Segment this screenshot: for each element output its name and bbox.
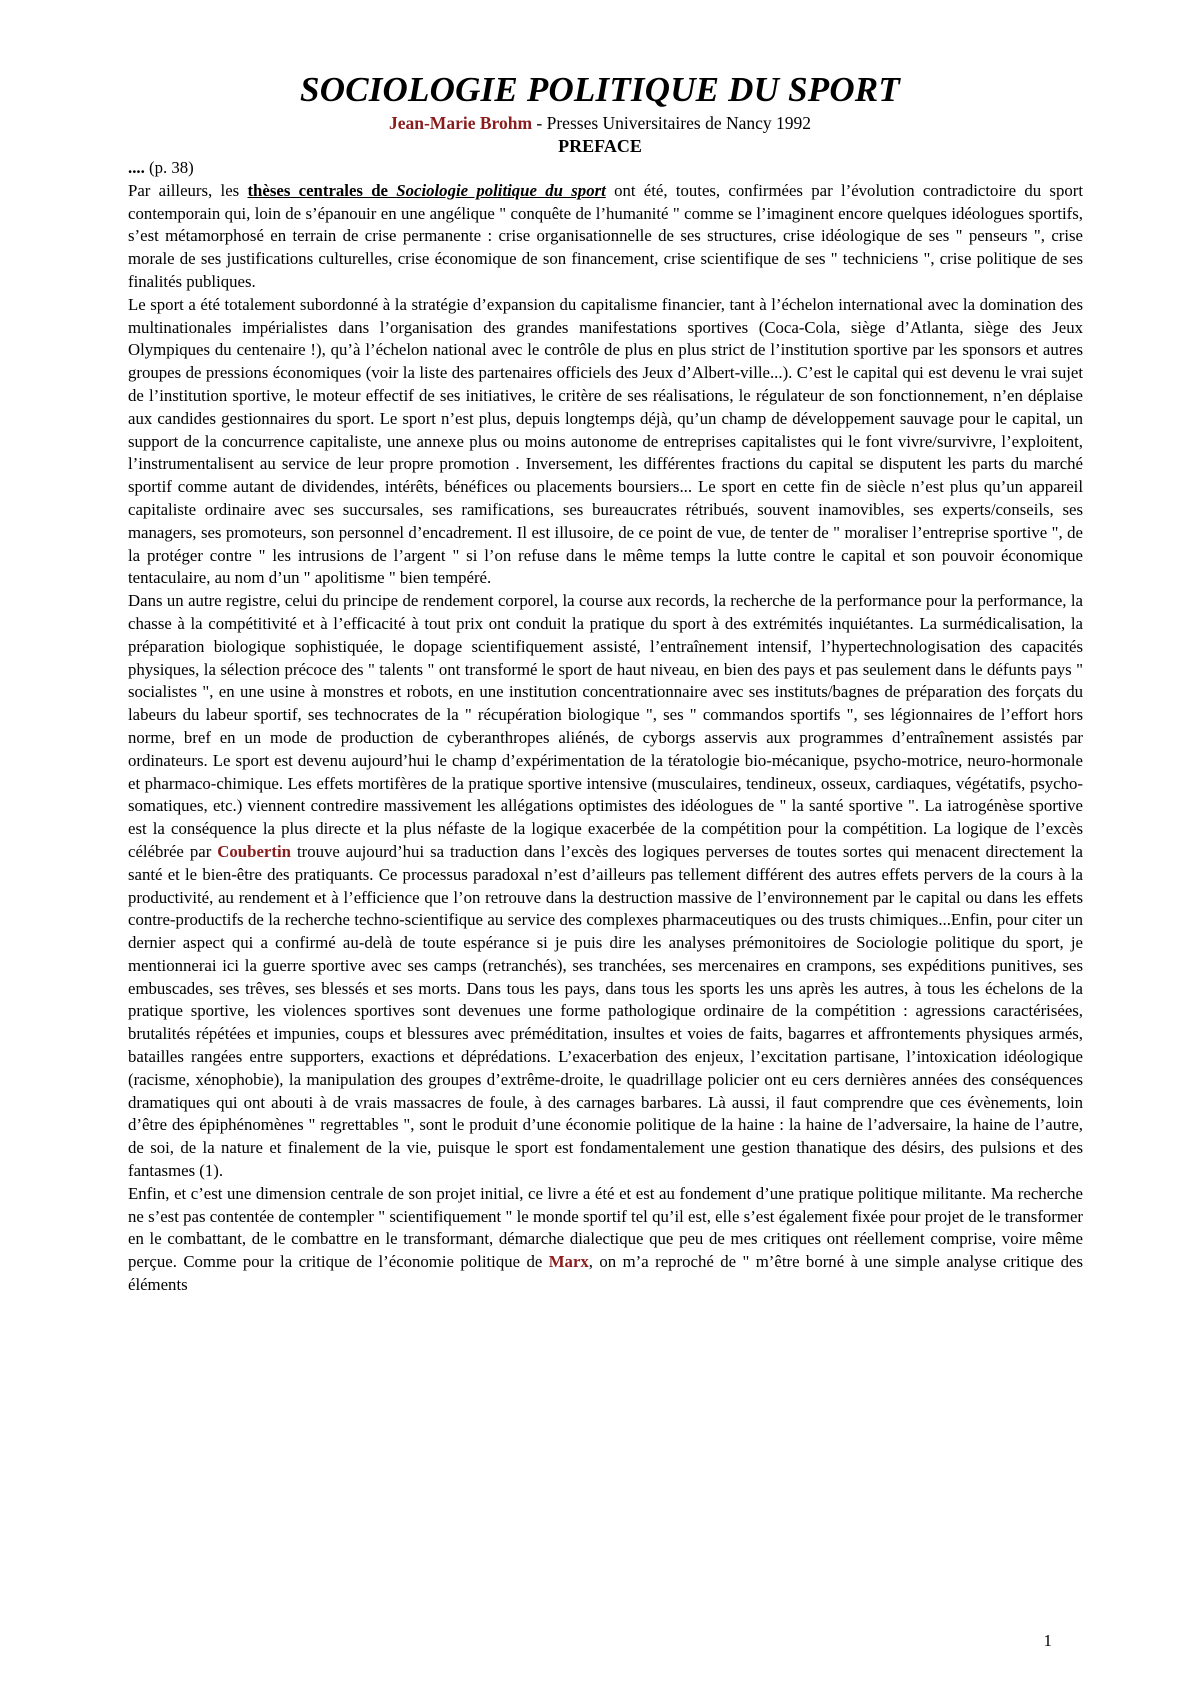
paragraph-4 <box>128 1183 1083 1297</box>
emphasis-theses-text: thèses centrales de <box>247 180 397 200</box>
paragraph-4-text-a: Enfin, et c’est une dimension centrale de son projet initial, ce livre a été et est au fondement d’une pratique politique militante. Ma recherche ne s’est pas contentée de contempler " scientifiquement " le monde sportif tel qu’il est, elle s’est également fixée pour projet de le transformer en le combattant, de le combattre en le transformant, démarche dialectique que peu de mes critiques ont réellement comprise, voire même perçue. Comme pour la critique de l’économie politique de <box>128 1183 1083 1272</box>
page-reference <box>128 157 1083 180</box>
paragraph-3-text-b: trouve aujourd’hui sa traduction dans l’excès des logiques perverses de toutes sortes qui menacent directement la santé et le bien-être des pratiquants. Ce processus paradoxal n’est d’ailleurs pas tellement différent des autres effets pervers de la cours à la productivité, au rendement et à l’efficience que l’on retrouve dans la destruction massive de l’environnement par le capital ou dans les effets contre-productifs de la recherche techno-scientifique au service des complexes pharmaceutiques ou des trusts chimiques...Enfin, pour citer un dernier aspect qui a confirmé au-delà de toute espérance si je puis dire les analyses prémonitoires de Sociologie politique du sport, je mentionnerai ici la guerre sportive avec ses camps (retranchés), ses tranchées, ses mercenaires en crampons, ses expéditions punitives, ses embuscades, ses trêves, ses blessés et ses morts. Dans tous les pays, dans tous les sports les uns après les autres, à tous les échelons de la pratique sportive, les violences sportives sont devenues une forme pathologique ordinaire de la compétition : agressions caractérisées, brutalités répétées et impunies, coups et blessures avec préméditation, insultes et voies de faits, bagarres et affrontements physiques armés, batailles rangées entre supporters, exactions et déprédations. L’exacerbation des enjeux, l’excitation partisane, l’intoxication idéologique (racisme, xénophobie), la manipulation des groupes d’extrême-droite, le quadrillage policier ont eu cers dernières années des conséquences dramatiques qui ont abouti à de vrais massacres de foule, à des carnages barbares. Là aussi, il faut comprendre que ces évènements, loin d’être des épiphénomènes " regrettables ", sont le produit d’une économie politique de la haine : la haine de l’adversaire, la haine de l’autre, de soi, de la nature et finalement de la vie, puisque le sport est fondamentalement une gestion thanatique des désirs, des pulsions et des fantasmes (1). <box>128 841 1083 1181</box>
page-reference-text: (p. 38) <box>144 158 194 177</box>
paragraph-1 <box>128 180 1083 294</box>
page-reference-dots: .... <box>128 158 145 177</box>
paragraph-2: Le sport a été totalement subordonné à la stratégie d’expansion du capitalisme financier, tant à l’échelon international avec la domination des multinationales impérialistes dans l’organisation des grandes manifestations sportives (Coca-Cola, siège d’Atlanta, siège des Jeux Olympiques du centenaire !), qu’à l’échelon national avec le contrôle de plus en plus strict de l’institution sportive par les sponsors et autres groupes de pressions économiques (voir la liste des partenaires officiels des Jeux d’Albert-ville...). C’est le capital qui est devenu le vrai sujet de l’institution sportive, le moteur effectif de ses initiatives, le critère de ses réalisations, le régulateur de son fonctionnement, n’en déplaise aux candides gestionnaires du sport. Le sport n’est plus, depuis longtemps déjà, qu’un champ de développement sauvage pour le capital, un support de la concurrence capitaliste, une annexe plus ou moins autonome de entreprises capitalistes qui le font vivre/survivre, l’exploitent, l’instrumentalisent au service de leur propre promotion . Inversement, les différentes fractions du capital se disputent les parts du marché sportif comme autant de dividendes, intérêts, bénéfices ou placements boursiers... Le sport en cette fin de siècle n’est plus qu’un appareil capitaliste ordinaire avec ses succursales, ses ramifications, ses bureaucrates rétribués, souvent inamovibles, ses experts/conseils, ses managers, ses promoteurs, son personnel d’encadrement. Il est illusoire, de ce point de vue, de tenter de " moraliser l’entreprise sportive ", de la protéger contre " les intrusions de l’argent " si l’on refuse dans le même temps la lutte contre le capital et son pouvoir économique tentaculaire, au nom d’un " apolitisme " bien tempéré. <box>128 294 1083 588</box>
section-title: PREFACE <box>558 136 642 156</box>
name-marx: Marx <box>548 1252 589 1272</box>
publisher-line: - Presses Universitaires de Nancy 1992 <box>532 113 812 133</box>
book-title-italic: Sociologie politique du sport <box>396 180 606 200</box>
page-number: 1 <box>1043 1631 1052 1650</box>
paragraph-3 <box>128 590 1083 1183</box>
paragraph-3-text-a: Dans un autre registre, celui du principe de rendement corporel, la course aux records, la recherche de la performance pour la performance, la chasse à la compétitivité et à l’efficacité à tout prix ont conduit la pratique du sport à des extrémités inquiétantes. La surmédicalisation, la préparation biologique sophistiquée, le dopage scientifiquement assisté, l’entraînement intensif, l’hypertechnologisation des capacités physiques, la sélection précoce des " talents " ont transformé le sport de haut niveau, en bien des pays et pas seulement dans le défunts pays " socialistes ", en une usine à monstres et robots, en une institution concentrationnaire avec ses instituts/bagnes de préparation des forçats du labeurs du labeur sportif, ses technocrates de la " récupération biologique ", ses " commandos sportifs ", ses légionnaires de l’effort hors norme, bref en un mode de production de cyberanthropes aliénés, de cyborgs asservis aux programmes d’entraînement assistés par ordinateurs. Le sport est devenu aujourd’hui le champ d’expérimentation de la tératologie bio-mécanique, psycho-motrice, neuro-hormonale et pharmaco-chimique. Les effets mortifères de la pratique sportive intensive (musculaires, tendineux, osseux, cardiaques, végétatifs, psycho-somatiques, etc.) viennent contredire massivement les allégations optimistes des idéologues de " la santé sportive ". La iatrogénèse sportive est la conséquence la plus directe et la plus néfaste de la logique exacerbée de la compétition pour la compétition. La logique de l’excès célébrée par <box>128 591 1083 861</box>
emphasis-theses <box>247 181 605 200</box>
paragraph-4-text-b: , on m’a reproché de " m’être borné à une simple analyse critique des éléments <box>128 1252 1083 1295</box>
author-name: Jean-Marie Brohm <box>388 113 533 133</box>
paragraph-1-text-b: ont été, toutes, confirmées par l’évolution contradictoire du sport contemporain qui, loin de s’épanouir en une angélique " conquête de l’humanité " comme se l’imaginent encore quelques idéologues sportifs, s’est métamorphosé en terrain de crise permanente : crise organisationnelle de ses structures, crise idéologique de ses " penseurs ", crise morale de ses justifications culturelles, crise économique de son financement, crise scientifique de ses " techniciens ", crise politique de ses finalités publiques. <box>128 180 1083 291</box>
body-text <box>128 157 1083 1297</box>
paragraph-1-text-a: Par ailleurs, les <box>128 180 248 200</box>
document-title: SOCIOLOGIE POLITIQUE DU SPORT <box>300 70 900 109</box>
document-subtitle <box>0 112 1200 134</box>
name-coubertin: Coubertin <box>217 841 291 861</box>
